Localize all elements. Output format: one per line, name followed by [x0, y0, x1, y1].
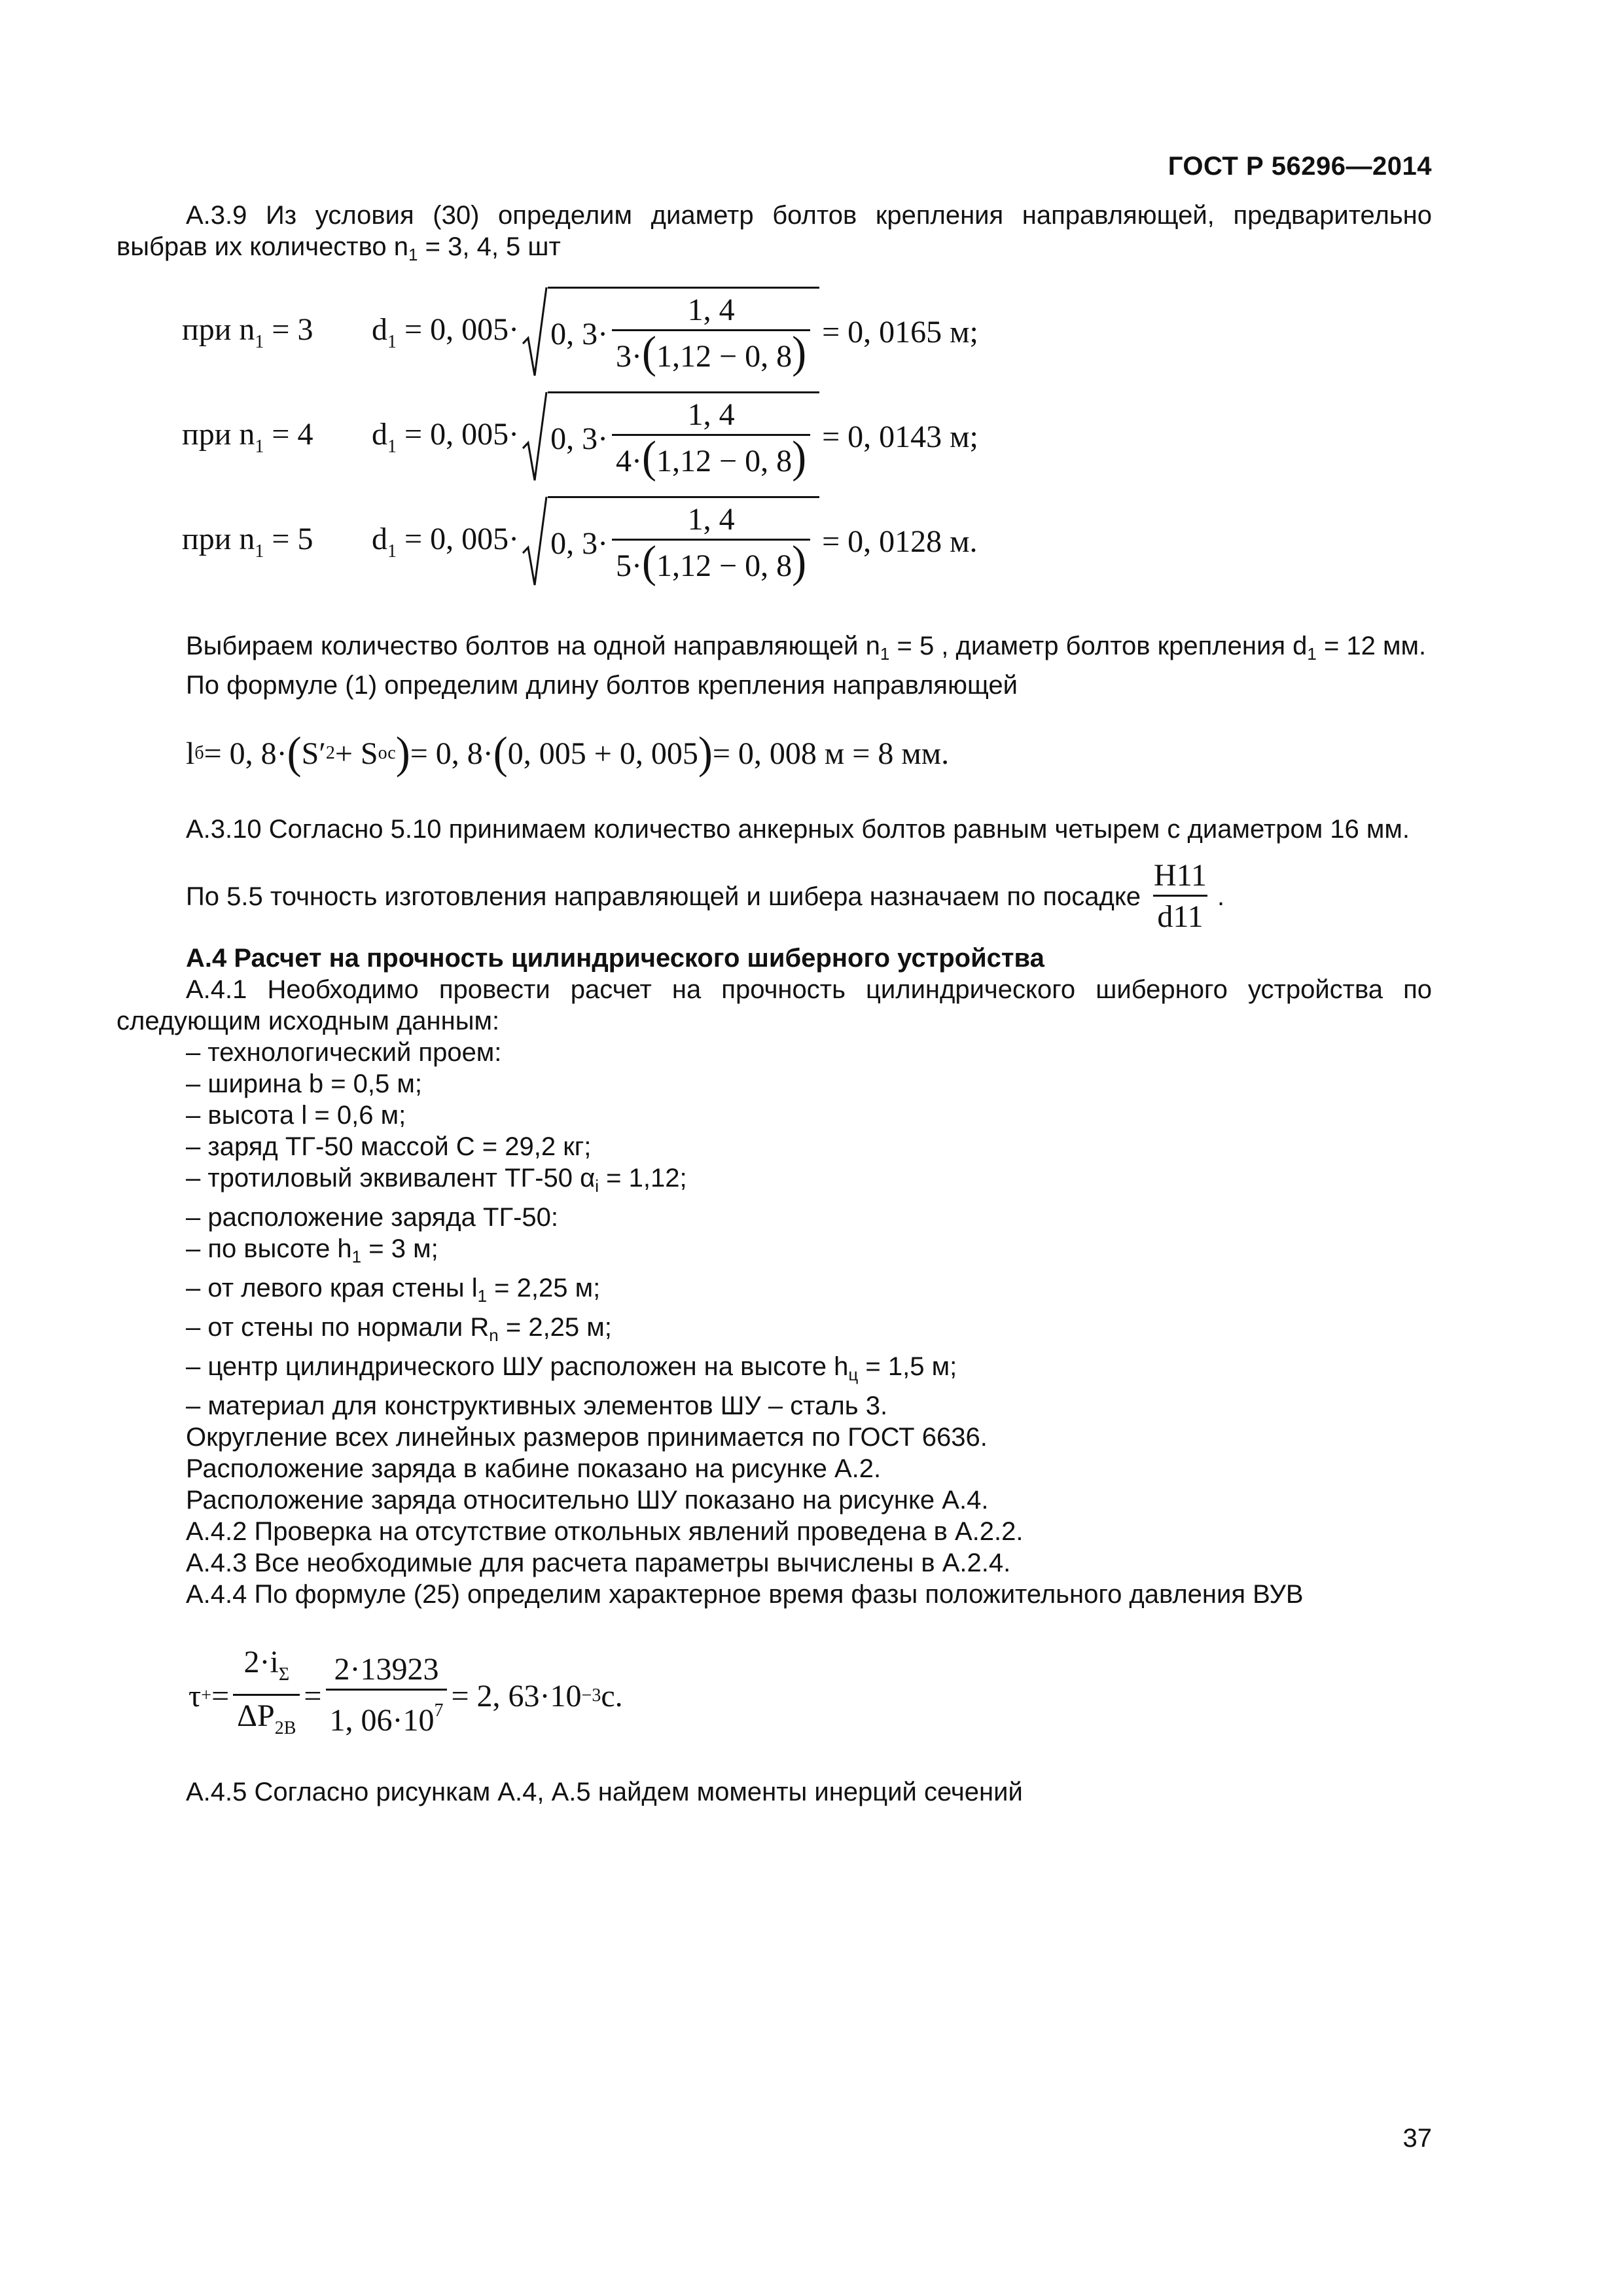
bolt-formula-row: при $n_1 = 4$ $d_1 = 0$, 005· 0, 3· $\frac{1, 4}{4\cdot(1,12 - 0, 8)}$ = 0, 0143 м;: [116, 384, 1432, 489]
bolt-formula-row: при $n_1 = 5$ $d_1 = 0$, 005· 0, 3· $\frac{1, 4}{5\cdot(1,12 - 0, 8)}$ = 0, 0128 м.: [116, 489, 1432, 594]
list-item: – по высоте $h_1 = 3$ м;: [186, 1234, 438, 1266]
list-item: – тротиловый эквивалент ТГ-50 $\alpha_i = 1,12$;: [186, 1164, 687, 1196]
list-item: – технологический проем:: [186, 1038, 502, 1067]
list-item: – расположение заряда ТГ-50:: [186, 1203, 559, 1232]
list-item: Расположение заряда относительно ШУ показано на рисунке А.4.: [186, 1486, 989, 1515]
page-number: 37: [1402, 2124, 1432, 2153]
page-content: [116, 200, 1432, 1808]
list-item: – высота l = 0,6 м;: [186, 1101, 406, 1130]
paragraph-length-intro: По формуле (1) определим длину болтов крепления направляющей: [186, 671, 1018, 700]
paragraph-a310: А.3.10 Согласно 5.10 принимаем количество анкерных болтов равным четырем с диаметром 16 мм.: [186, 815, 1410, 844]
input-data-list: [116, 1037, 1432, 1610]
radical: 0, 3· $\frac{1, 4}{5\cdot(1,12 - 0, 8)}$: [522, 496, 819, 586]
list-item: А.4.2 Проверка на отсутствие откольных явлений проведена в А.2.2.: [186, 1517, 1024, 1546]
list-item: А.4.4 По формуле (25) определим характерное время фазы положительного давления ВУВ: [186, 1580, 1304, 1609]
paragraph-a41-line1: А.4.1 Необходимо провести расчет на прочность цилиндрического шиберного устройства по: [186, 975, 1432, 1004]
paragraph-bolt-choice: Выбираем количество болтов на одной направляющей $n_1 = 5$ , диаметр болтов крепления $d_1 = 12$ мм.: [186, 632, 1427, 664]
bolt-calculations: [116, 279, 1432, 594]
list-item: – материал для конструктивных элементов ШУ – сталь 3.: [186, 1391, 888, 1420]
paragraph-a39-line2: выбрав их количество $n_1 = 3$, 4, 5 шт: [116, 232, 561, 264]
list-item: Округление всех линейных размеров принимается по ГОСТ 6636.: [186, 1423, 988, 1452]
list-item: А.4.3 Все необходимые для расчета параметры вычислены в А.2.4.: [186, 1549, 1011, 1577]
paragraph-fit: По 5.5 точность изготовления направляющей и шибера назначаем по посадке $\frac{H11}{d11}$ .: [116, 857, 1432, 937]
bolt-length-formula: l б = 0, 8· ( S′ 2 + S ос ) = 0, 8· ( 0, 005 + 0, 005 ) = 0, 008 м = 8 мм.: [186, 728, 950, 778]
tau-formula: τ + = $\frac{2\cdot i_\Sigma}{\Delta P_{2В}}$ = $\frac{2\cdot 13923}{1, 06\cdot 10^7}$ = 2, 63·10 −3 с.: [116, 1647, 1432, 1745]
bolt-formula-row: при $n_1 = 3$ $d_1 = 0$, 005· 0, 3· $\frac{1, 4}{3\cdot(1,12 - 0, 8)}$ = 0, 0165 м;: [116, 279, 1432, 384]
list-item: – ширина b = 0,5 м;: [186, 1069, 422, 1098]
fit-fraction: $\frac{H11}{d11}$: [1150, 857, 1211, 937]
list-item: – заряд ТГ-50 массой С = 29,2 кг;: [186, 1132, 592, 1161]
radical: 0, 3· $\frac{1, 4}{3\cdot(1,12 - 0, 8)}$: [522, 287, 819, 377]
paragraph-a45: А.4.5 Согласно рисункам А.4, А.5 найдем моменты инерций сечений: [186, 1778, 1023, 1806]
list-item: – центр цилиндрического ШУ расположен на высоте $h_ц = 1,5$ м;: [186, 1352, 957, 1384]
section-heading-a4: А.4 Расчет на прочность цилиндрического шиберного устройства: [186, 944, 1044, 973]
list-item: Расположение заряда в кабине показано на рисунке А.2.: [186, 1454, 882, 1483]
paragraph-a41-line2: следующим исходным данным:: [116, 1007, 500, 1035]
paragraph-a39-line1: А.3.9 Из условия (30) определим диаметр болтов крепления направляющей, предварительно: [186, 201, 1432, 230]
list-item: – от стены по нормали $R_n = 2,25$ м;: [186, 1313, 612, 1345]
list-item: – от левого края стены $l_1 = 2,25$ м;: [186, 1274, 601, 1306]
document-header: ГОСТ Р 56296—2014: [1168, 152, 1432, 181]
radical: 0, 3· $\frac{1, 4}{4\cdot(1,12 - 0, 8)}$: [522, 391, 819, 482]
